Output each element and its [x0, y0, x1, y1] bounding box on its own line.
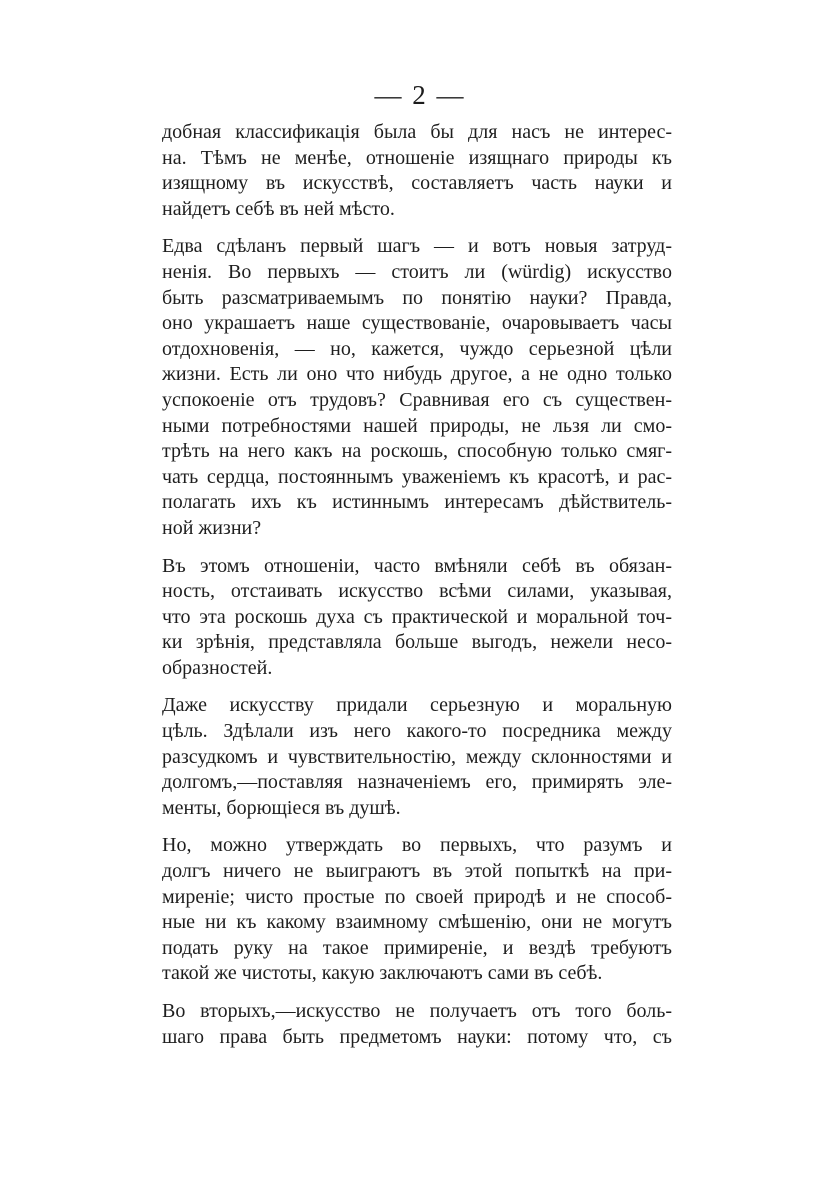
- text-line: Въ этомъ отношеніи, часто вмѣняли себѣ въ обязан-: [162, 554, 672, 577]
- text-line: цѣль. Здѣлали изъ него какого-то посредника между: [162, 720, 672, 743]
- paragraph-2: [162, 234, 672, 541]
- text-line: разсудкомъ и чувствительностію, между склонностями и: [162, 745, 672, 768]
- paragraph-4: [162, 693, 672, 821]
- paragraph-1: [162, 120, 672, 222]
- text-line: жизни. Есть ли оно что нибудь другое, а не одно только: [162, 363, 672, 386]
- text-line: найдетъ себѣ въ ней мѣсто.: [162, 197, 395, 220]
- text-line: подать руку на такое примиреніе, и вездѣ требуютъ: [162, 936, 672, 959]
- text-line: ки зрѣнія, представляла больше выгодъ, нежели несо-: [162, 631, 672, 654]
- text-line: менты, борющіеся въ душѣ.: [162, 796, 401, 819]
- text-line: такой же чистоты, какую заключаютъ сами въ себѣ.: [162, 962, 603, 985]
- text-line: миреніе; чисто простые по своей природѣ и не способ-: [162, 885, 672, 908]
- text-line: образностей.: [162, 656, 273, 679]
- text-line: ненія. Во первыхъ — стоитъ ли (würdig) искусство: [162, 260, 672, 283]
- text-line: ные ни къ какому взаимному смѣшенію, они не могутъ: [162, 911, 672, 934]
- paragraph-3: [162, 554, 672, 682]
- text-line: успокоеніе отъ трудовъ? Сравнивая его съ существен-: [162, 388, 672, 411]
- text-line: Даже искусству придали серьезную и моральную: [162, 694, 672, 717]
- text-line: чать сердца, постояннымъ уваженіемъ къ красотѣ, и рас-: [162, 465, 672, 488]
- text-line: добная классификація была бы для насъ не интерес-: [162, 121, 672, 143]
- body-text: [162, 120, 672, 1062]
- text-line: отдохновенія, — но, кажется, чуждо серьезной цѣли: [162, 337, 672, 360]
- text-line: быть разсматриваемымъ по понятію науки? Правда,: [162, 286, 672, 309]
- text-line: долгъ ничего не выиграютъ въ этой попыткѣ на при-: [162, 860, 672, 883]
- text-line: шаго права быть предметомъ науки: потому что, съ: [162, 1025, 672, 1048]
- page-number: — 2 —: [374, 80, 466, 110]
- text-line: долгомъ,—поставляя назначеніемъ его, примирять эле-: [162, 771, 672, 794]
- text-line: на. Тѣмъ не менѣе, отношеніе изящнаго природы къ: [162, 146, 672, 169]
- paragraph-6: [162, 999, 672, 1050]
- text-line: изящному въ искусствѣ, составляетъ часть науки и: [162, 172, 672, 195]
- text-line: оно украшаетъ наше существованіе, очаровываетъ часы: [162, 312, 672, 335]
- text-line: Но, можно утверждать во первыхъ, что разумъ и: [162, 834, 672, 857]
- text-line: Во вторыхъ,—искусство не получаетъ отъ того боль-: [162, 1000, 672, 1022]
- text-line: ной жизни?: [162, 516, 262, 539]
- text-line: ными потребностями нашей природы, не льзя ли смо-: [162, 414, 672, 437]
- text-line: что эта роскошь духа съ практической и моральной точ-: [162, 605, 672, 628]
- paragraph-5: [162, 833, 672, 987]
- text-line: трѣть на него какъ на роскошь, способную только смяг-: [162, 440, 672, 463]
- text-line: ность, отстаивать искусство всѣми силами, указывая,: [162, 580, 672, 603]
- text-line: полагать ихъ къ истиннымъ интересамъ дѣйствитель-: [162, 491, 672, 514]
- text-line: Едва сдѣланъ первый шагъ — и вотъ новыя затруд-: [162, 235, 672, 258]
